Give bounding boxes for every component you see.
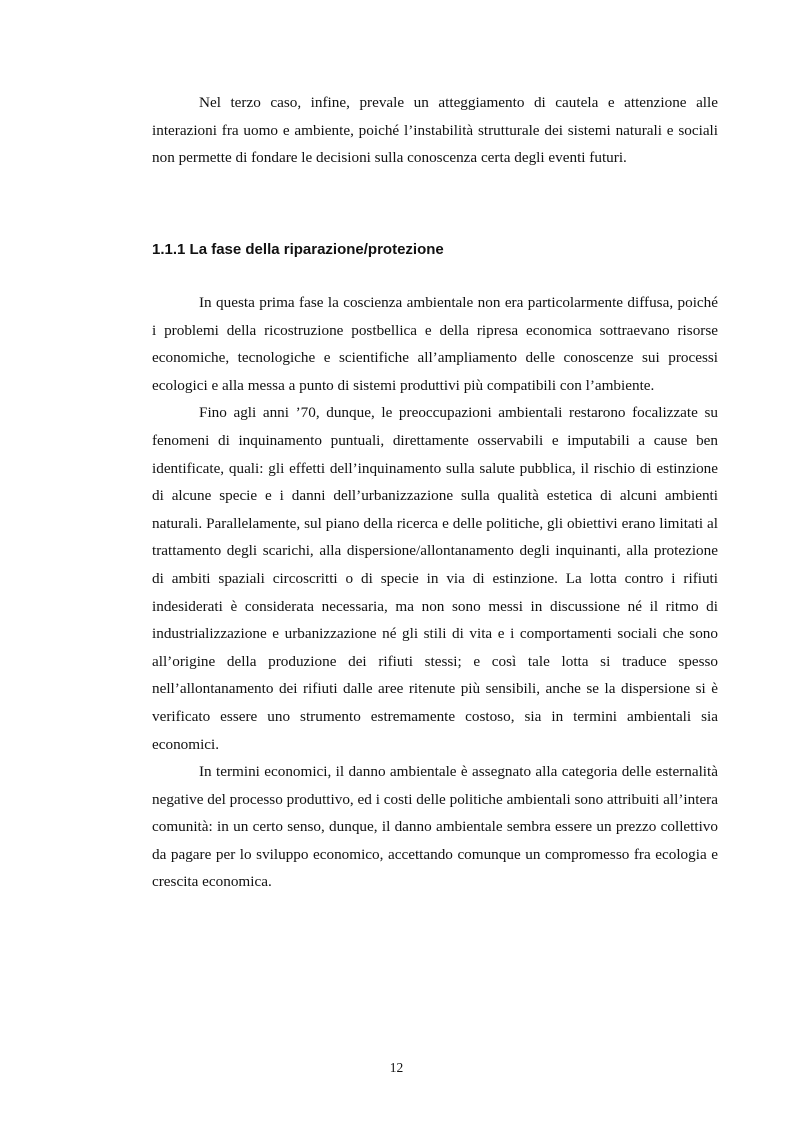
section-paragraph-3: In termini economici, il danno ambientale è assegnato alla categoria delle esternalità negative del processo produttivo, ed i costi delle politiche ambientali sono attribuiti all’intera comunità: in un certo senso, dunque, il danno ambientale sembra essere un prezzo collettivo da pagare per lo sviluppo economico, accettando comunque un compromesso fra ecologia e crescita economica. (152, 763, 718, 891)
intro-paragraph: Nel terzo caso, infine, prevale un atteggiamento di cautela e attenzione alle interazioni fra uomo e ambiente, poiché l’instabilità strutturale dei sistemi naturali e sociali non permette di fondare le decisioni sulla conoscenza certa degli eventi futuri. (152, 94, 718, 167)
section-paragraph-1: In questa prima fase la coscienza ambientale non era particolarmente diffusa, poiché i problemi della ricostruzione postbellica e della ripresa economica sottraevano risorse economiche, tecnologiche e scientifiche all’ampliamento delle conoscenze sui processi ecologici e alla messa a punto di sistemi produttivi più compatibili con l’ambiente. (152, 294, 718, 394)
page-number: 12 (389, 1060, 404, 1075)
section-heading: 1.1.1 La fase della riparazione/protezione (152, 241, 444, 258)
section-paragraph-2: Fino agli anni ’70, dunque, le preoccupazioni ambientali restarono focalizzate su fenomeni di inquinamento puntuali, direttamente osservabili e imputabili a cause ben identificate, quali: gli effetti dell’inquinamento sulla salute pubblica, il rischio di estinzione di alcune specie e i danni dell’urbanizzazione sulla qualità estetica di alcuni ambienti naturali. Parallelamente, sul piano della ricerca e delle politiche, gli obiettivi erano limitati al trattamento degli scarichi, alla dispersione/allontanamento degli inquinanti, alla protezione di ambiti spaziali circoscritti o di specie in via di estinzione. La lotta contro i rifiuti indesiderati è considerata necessaria, ma non sono messi in discussione né il ritmo di industrializzazione e urbanizzazione né gli stili di vita e i comportamenti sociali che sono all’origine della produzione dei rifiuti stessi; e così tale lotta si traduce spesso nell’allontanamento dei rifiuti dalle aree ritenute più sensibili, anche se la dispersione si è verificato essere uno strumento estremamente costoso, sia in termini ambientali sia economici. (152, 404, 718, 753)
intro-text-block (152, 89, 718, 172)
section-text-block (152, 289, 718, 896)
